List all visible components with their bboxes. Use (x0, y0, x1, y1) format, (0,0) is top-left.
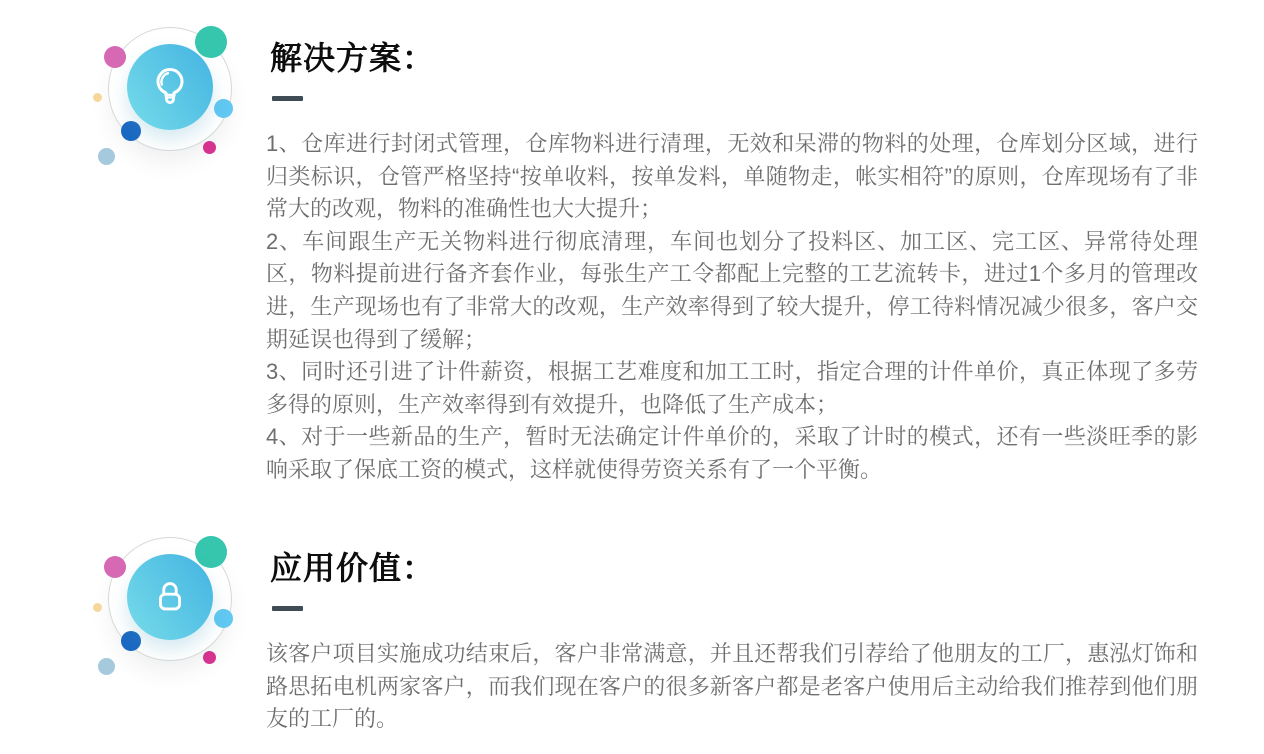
decor-dot-paleblue (98, 148, 115, 165)
section-body (266, 638, 1198, 736)
section-body (266, 128, 1198, 487)
paragraph: 1、仓库进行封闭式管理，仓库物料进行清理，无效和呆滞的物料的处理，仓库划分区域，进行归类标识，仓管严格坚持“按单收料，按单发料，单随物走，帐实相符”的原则，仓库现场有了非常大的改观，物料的准确性也大大提升； (266, 131, 1198, 222)
section-title: 解决方案： (270, 40, 436, 76)
decor-dot-magenta (203, 651, 216, 664)
paragraph: 4、对于一些新品的生产，暂时无法确定计件单价的，采取了计时的模式，还有一些淡旺季的影响采取了保底工资的模式，这样就使得劳资关系有了一个平衡。 (266, 424, 1198, 482)
decor-dot-darkblue (121, 631, 141, 651)
paragraph: 2、车间跟生产无关物料进行彻底清理，车间也划分了投料区、加工区、完工区、异常待处理区，物料提前进行备齐套作业，每张生产工令都配上完整的工艺流转卡，进过1个多月的管理改进，生产现场也有了非常大的改观，生产效率得到了较大提升，停工待料情况减少很多，客户交期延误也得到了缓解； (266, 228, 1198, 352)
value-icon-cluster (90, 526, 250, 686)
paragraph: 3、同时还引进了计件薪资，根据工艺难度和加工工时，指定合理的计件单价，真正体现了多劳多得的原则，生产效率得到有效提升，也降低了生产成本； (266, 359, 1198, 417)
title-underline (272, 96, 303, 101)
decor-dot-darkblue (121, 121, 141, 141)
paragraph: 该客户项目实施成功结束后，客户非常满意，并且还帮我们引荐给了他朋友的工厂，惠泓灯饰和路思拓电机两家客户，而我们现在客户的很多新客户都是老客户使用后主动给我们推荐到他们朋友的工厂的。 (266, 641, 1198, 732)
decor-dot-yellow (93, 603, 102, 612)
decor-dot-paleblue (98, 658, 115, 675)
lock-icon (127, 554, 213, 640)
decor-dot-teal (195, 536, 227, 568)
decor-dot-pink (104, 556, 126, 578)
decor-dot-pink (104, 46, 126, 68)
lightbulb-icon (127, 44, 213, 130)
title-underline (272, 606, 303, 611)
section-value (0, 510, 1264, 754)
decor-dot-lightblue (214, 609, 233, 628)
decor-dot-yellow (93, 93, 102, 102)
decor-dot-magenta (203, 141, 216, 154)
section-title: 应用价值： (270, 550, 436, 586)
solution-icon-cluster (90, 16, 250, 176)
decor-dot-teal (195, 26, 227, 58)
decor-dot-lightblue (214, 99, 233, 118)
